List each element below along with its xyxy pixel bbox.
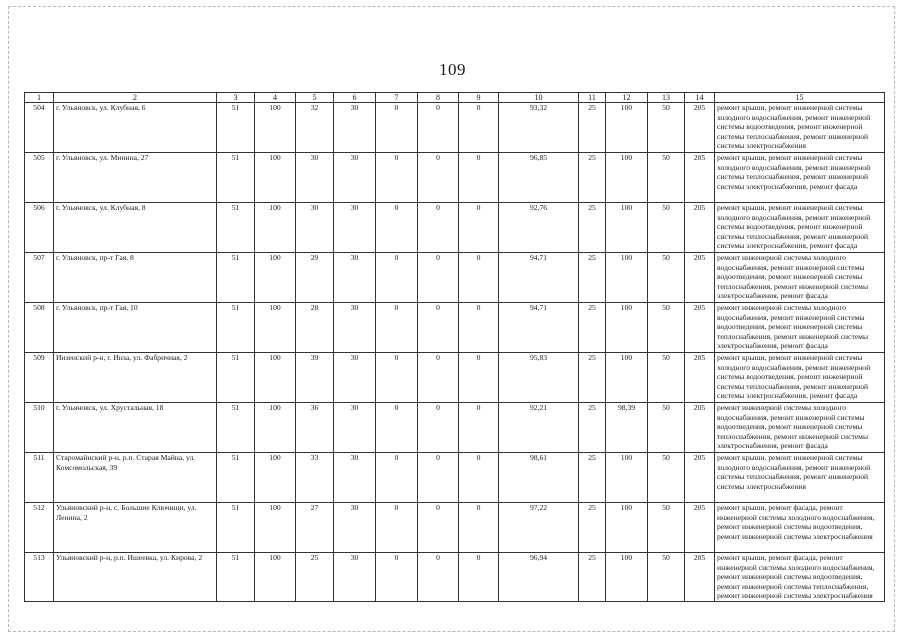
table-cell: 51 [217, 353, 255, 403]
address-cell: Ульяновский р-н, с. Большие Ключищи, ул. Ленина, 2 [54, 503, 217, 553]
table-cell: 51 [217, 153, 255, 203]
table-cell: 510 [25, 403, 54, 453]
table-row [25, 303, 885, 353]
page-number: 109 [439, 60, 466, 79]
table-cell: 0 [459, 403, 499, 453]
works-cell: ремонт крыши, ремонт инженерной системы холодного водоснабжения, ремонт инженерной системы теплоснабжения, ремонт инженерной системы электроснабжения [715, 453, 885, 503]
table-cell: 0 [376, 403, 418, 453]
table-cell: 0 [459, 253, 499, 303]
table-cell: 205 [685, 303, 715, 353]
table-cell: 100 [606, 353, 648, 403]
table-cell: 513 [25, 553, 54, 602]
table-cell: 205 [685, 203, 715, 253]
address-cell: Старомайнский р-н, р.п. Старая Майна, ул. Комсомольская, 39 [54, 453, 217, 503]
table-cell: 505 [25, 153, 54, 203]
table-cell: 0 [418, 453, 459, 503]
table-cell: 51 [217, 103, 255, 153]
table-cell: 25 [579, 453, 606, 503]
column-header-8: 8 [418, 93, 459, 103]
table-cell: 30 [334, 503, 376, 553]
table-cell: 100 [606, 453, 648, 503]
table-cell: 32 [296, 103, 334, 153]
table-cell: 25 [296, 553, 334, 602]
table-cell: 50 [648, 303, 685, 353]
works-cell: ремонт инженерной системы холодного водоснабжения, ремонт инженерной системы водоотведения, ремонт инженерной системы теплоснабжения, ремонт инженерной системы электроснабжения, ремонт фасада [715, 403, 885, 453]
table-cell: 92,76 [499, 203, 579, 253]
table-cell: 33 [296, 453, 334, 503]
table-cell: 39 [296, 353, 334, 403]
table-cell: 0 [418, 353, 459, 403]
table-cell: 51 [217, 503, 255, 553]
works-cell: ремонт инженерной системы холодного водоснабжения, ремонт инженерной системы водоотведения, ремонт инженерной системы теплоснабжения, ремонт инженерной системы электроснабжения, ремонт фасада [715, 253, 885, 303]
column-header-7: 7 [376, 93, 418, 103]
table-cell: 100 [606, 553, 648, 602]
table-cell: 509 [25, 353, 54, 403]
table-cell: 30 [334, 303, 376, 353]
table-cell: 512 [25, 503, 54, 553]
repair-table [24, 92, 885, 602]
table-cell: 0 [418, 403, 459, 453]
column-header-15: 15 [715, 93, 885, 103]
table-cell: 506 [25, 203, 54, 253]
table-cell: 51 [217, 453, 255, 503]
table-cell: 30 [334, 353, 376, 403]
table-cell: 0 [376, 153, 418, 203]
column-header-13: 13 [648, 93, 685, 103]
table-cell: 100 [255, 303, 296, 353]
table-cell: 0 [459, 103, 499, 153]
table-cell: 30 [334, 453, 376, 503]
table-cell: 30 [334, 103, 376, 153]
table-cell: 0 [459, 553, 499, 602]
table-cell: 50 [648, 503, 685, 553]
table-cell: 0 [376, 353, 418, 403]
table-cell: 0 [459, 203, 499, 253]
table-cell: 51 [217, 253, 255, 303]
table-cell: 28 [296, 303, 334, 353]
table-cell: 100 [606, 203, 648, 253]
table-row [25, 553, 885, 602]
address-cell: г. Ульяновск, пр-т Гая, 8 [54, 253, 217, 303]
address-cell: Ульяновский р-н, р.п. Ишеевка, ул. Кирова, 2 [54, 553, 217, 602]
table-cell: 98,61 [499, 453, 579, 503]
table-cell: 100 [606, 103, 648, 153]
table-cell: 50 [648, 453, 685, 503]
table-cell: 205 [685, 253, 715, 303]
table-cell: 25 [579, 553, 606, 602]
table-cell: 50 [648, 353, 685, 403]
table-cell: 36 [296, 403, 334, 453]
table-cell: 0 [418, 203, 459, 253]
table-cell: 29 [296, 253, 334, 303]
works-cell: ремонт крыши, ремонт фасада, ремонт инженерной системы холодного водоснабжения, ремонт инженерной системы водоотведения, ремонт инженерной системы электроснабжения [715, 503, 885, 553]
table-cell: 100 [606, 503, 648, 553]
table-cell: 205 [685, 153, 715, 203]
table-cell: 0 [376, 553, 418, 602]
table-cell: 205 [685, 553, 715, 602]
column-header-6: 6 [334, 93, 376, 103]
address-cell: г. Ульяновск, пр-т Гая, 10 [54, 303, 217, 353]
table-cell: 94,71 [499, 253, 579, 303]
table-cell: 0 [418, 103, 459, 153]
column-header-14: 14 [685, 93, 715, 103]
table-cell: 30 [334, 203, 376, 253]
table-cell: 0 [376, 103, 418, 153]
table-row [25, 253, 885, 303]
table-cell: 25 [579, 253, 606, 303]
column-header-9: 9 [459, 93, 499, 103]
table-cell: 51 [217, 403, 255, 453]
table-cell: 0 [418, 153, 459, 203]
table-cell: 205 [685, 403, 715, 453]
table-cell: 51 [217, 303, 255, 353]
column-header-4: 4 [255, 93, 296, 103]
table-row [25, 353, 885, 403]
table-cell: 94,71 [499, 303, 579, 353]
table-row [25, 403, 885, 453]
table-cell: 205 [685, 103, 715, 153]
table-cell: 508 [25, 303, 54, 353]
table-cell: 100 [606, 153, 648, 203]
table-cell: 96,85 [499, 153, 579, 203]
table-cell: 30 [334, 153, 376, 203]
table-cell: 98,39 [606, 403, 648, 453]
table-cell: 92,21 [499, 403, 579, 453]
table-cell: 50 [648, 103, 685, 153]
table-cell: 100 [255, 203, 296, 253]
table-cell: 0 [418, 253, 459, 303]
works-cell: ремонт крыши, ремонт инженерной системы холодного водоснабжения, ремонт инженерной системы водоотведения, ремонт инженерной системы теплоснабжения, ремонт инженерной системы электроснабжения, ремонт фасада [715, 203, 885, 253]
column-header-1: 1 [25, 93, 54, 103]
table-cell: 100 [255, 153, 296, 203]
table-cell: 0 [376, 303, 418, 353]
table-cell: 100 [255, 103, 296, 153]
table-cell: 100 [255, 503, 296, 553]
table-cell: 93,32 [499, 103, 579, 153]
address-cell: г. Ульяновск, ул. Клубная, 8 [54, 203, 217, 253]
table-cell: 25 [579, 103, 606, 153]
address-cell: Инзенский р-н, г. Инза, ул. Фабричная, 2 [54, 353, 217, 403]
table-cell: 507 [25, 253, 54, 303]
table-cell: 0 [459, 503, 499, 553]
column-header-2: 2 [54, 93, 217, 103]
header-row [25, 93, 885, 103]
table-cell: 30 [334, 253, 376, 303]
table-cell: 25 [579, 203, 606, 253]
table-cell: 50 [648, 203, 685, 253]
table-cell: 100 [606, 303, 648, 353]
works-cell: ремонт инженерной системы холодного водоснабжения, ремонт инженерной системы водоотведения, ремонт инженерной системы теплоснабжения, ремонт инженерной системы электроснабжения, ремонт фасада [715, 303, 885, 353]
table-cell: 0 [459, 453, 499, 503]
table-cell: 50 [648, 253, 685, 303]
table-cell: 0 [418, 503, 459, 553]
table-cell: 0 [418, 303, 459, 353]
table-row [25, 203, 885, 253]
table-cell: 100 [606, 253, 648, 303]
table-cell: 97,22 [499, 503, 579, 553]
table-cell: 51 [217, 553, 255, 602]
column-header-5: 5 [296, 93, 334, 103]
table-row [25, 153, 885, 203]
table-cell: 50 [648, 553, 685, 602]
column-header-12: 12 [606, 93, 648, 103]
column-header-10: 10 [499, 93, 579, 103]
table-cell: 27 [296, 503, 334, 553]
table-cell: 504 [25, 103, 54, 153]
table-cell: 30 [296, 203, 334, 253]
table-cell: 50 [648, 403, 685, 453]
table-cell: 95,83 [499, 353, 579, 403]
table-cell: 96,94 [499, 553, 579, 602]
table-cell: 100 [255, 553, 296, 602]
table-cell: 0 [459, 353, 499, 403]
table-cell: 25 [579, 353, 606, 403]
table-cell: 25 [579, 303, 606, 353]
works-cell: ремонт крыши, ремонт инженерной системы холодного водоснабжения, ремонт инженерной системы теплоснабжения, ремонт инженерной системы электроснабжения, ремонт фасада [715, 153, 885, 203]
table-cell: 511 [25, 453, 54, 503]
table-row [25, 103, 885, 153]
table-cell: 25 [579, 403, 606, 453]
table-cell: 100 [255, 353, 296, 403]
table-cell: 205 [685, 503, 715, 553]
table-row [25, 453, 885, 503]
table-cell: 0 [376, 503, 418, 553]
table-cell: 205 [685, 353, 715, 403]
table-cell: 0 [376, 453, 418, 503]
works-cell: ремонт крыши, ремонт инженерной системы холодного водоснабжения, ремонт инженерной системы водоотведения, ремонт инженерной системы теплоснабжения, ремонт инженерной системы электроснабжения, ремонт фасада [715, 353, 885, 403]
table-cell: 50 [648, 153, 685, 203]
address-cell: г. Ульяновск, ул. Хрустальная, 18 [54, 403, 217, 453]
works-cell: ремонт крыши, ремонт фасада, ремонт инженерной системы холодного водоснабжения, ремонт инженерной системы водоотведения, ремонт инженерной системы теплоснабжения, ремонт инженерной системы электроснабжения [715, 553, 885, 602]
address-cell: г. Ульяновск, ул. Клубная, 6 [54, 103, 217, 153]
address-cell: г. Ульяновск, ул. Минина, 27 [54, 153, 217, 203]
table-cell: 100 [255, 253, 296, 303]
column-header-11: 11 [579, 93, 606, 103]
table-cell: 0 [376, 203, 418, 253]
table-cell: 0 [459, 303, 499, 353]
table-body [25, 103, 885, 602]
table-cell: 100 [255, 403, 296, 453]
table-cell: 0 [376, 253, 418, 303]
table-row [25, 503, 885, 553]
works-cell: ремонт крыши, ремонт инженерной системы холодного водоснабжения, ремонт инженерной системы водоотведения, ремонт инженерной системы теплоснабжения, ремонт инженерной системы электроснабжения [715, 103, 885, 153]
table-cell: 25 [579, 153, 606, 203]
table-cell: 30 [334, 403, 376, 453]
table-cell: 30 [296, 153, 334, 203]
table-cell: 30 [334, 553, 376, 602]
table-cell: 0 [418, 553, 459, 602]
table-cell: 100 [255, 453, 296, 503]
column-header-3: 3 [217, 93, 255, 103]
table-cell: 205 [685, 453, 715, 503]
table-cell: 51 [217, 203, 255, 253]
table-cell: 25 [579, 503, 606, 553]
table-cell: 0 [459, 153, 499, 203]
